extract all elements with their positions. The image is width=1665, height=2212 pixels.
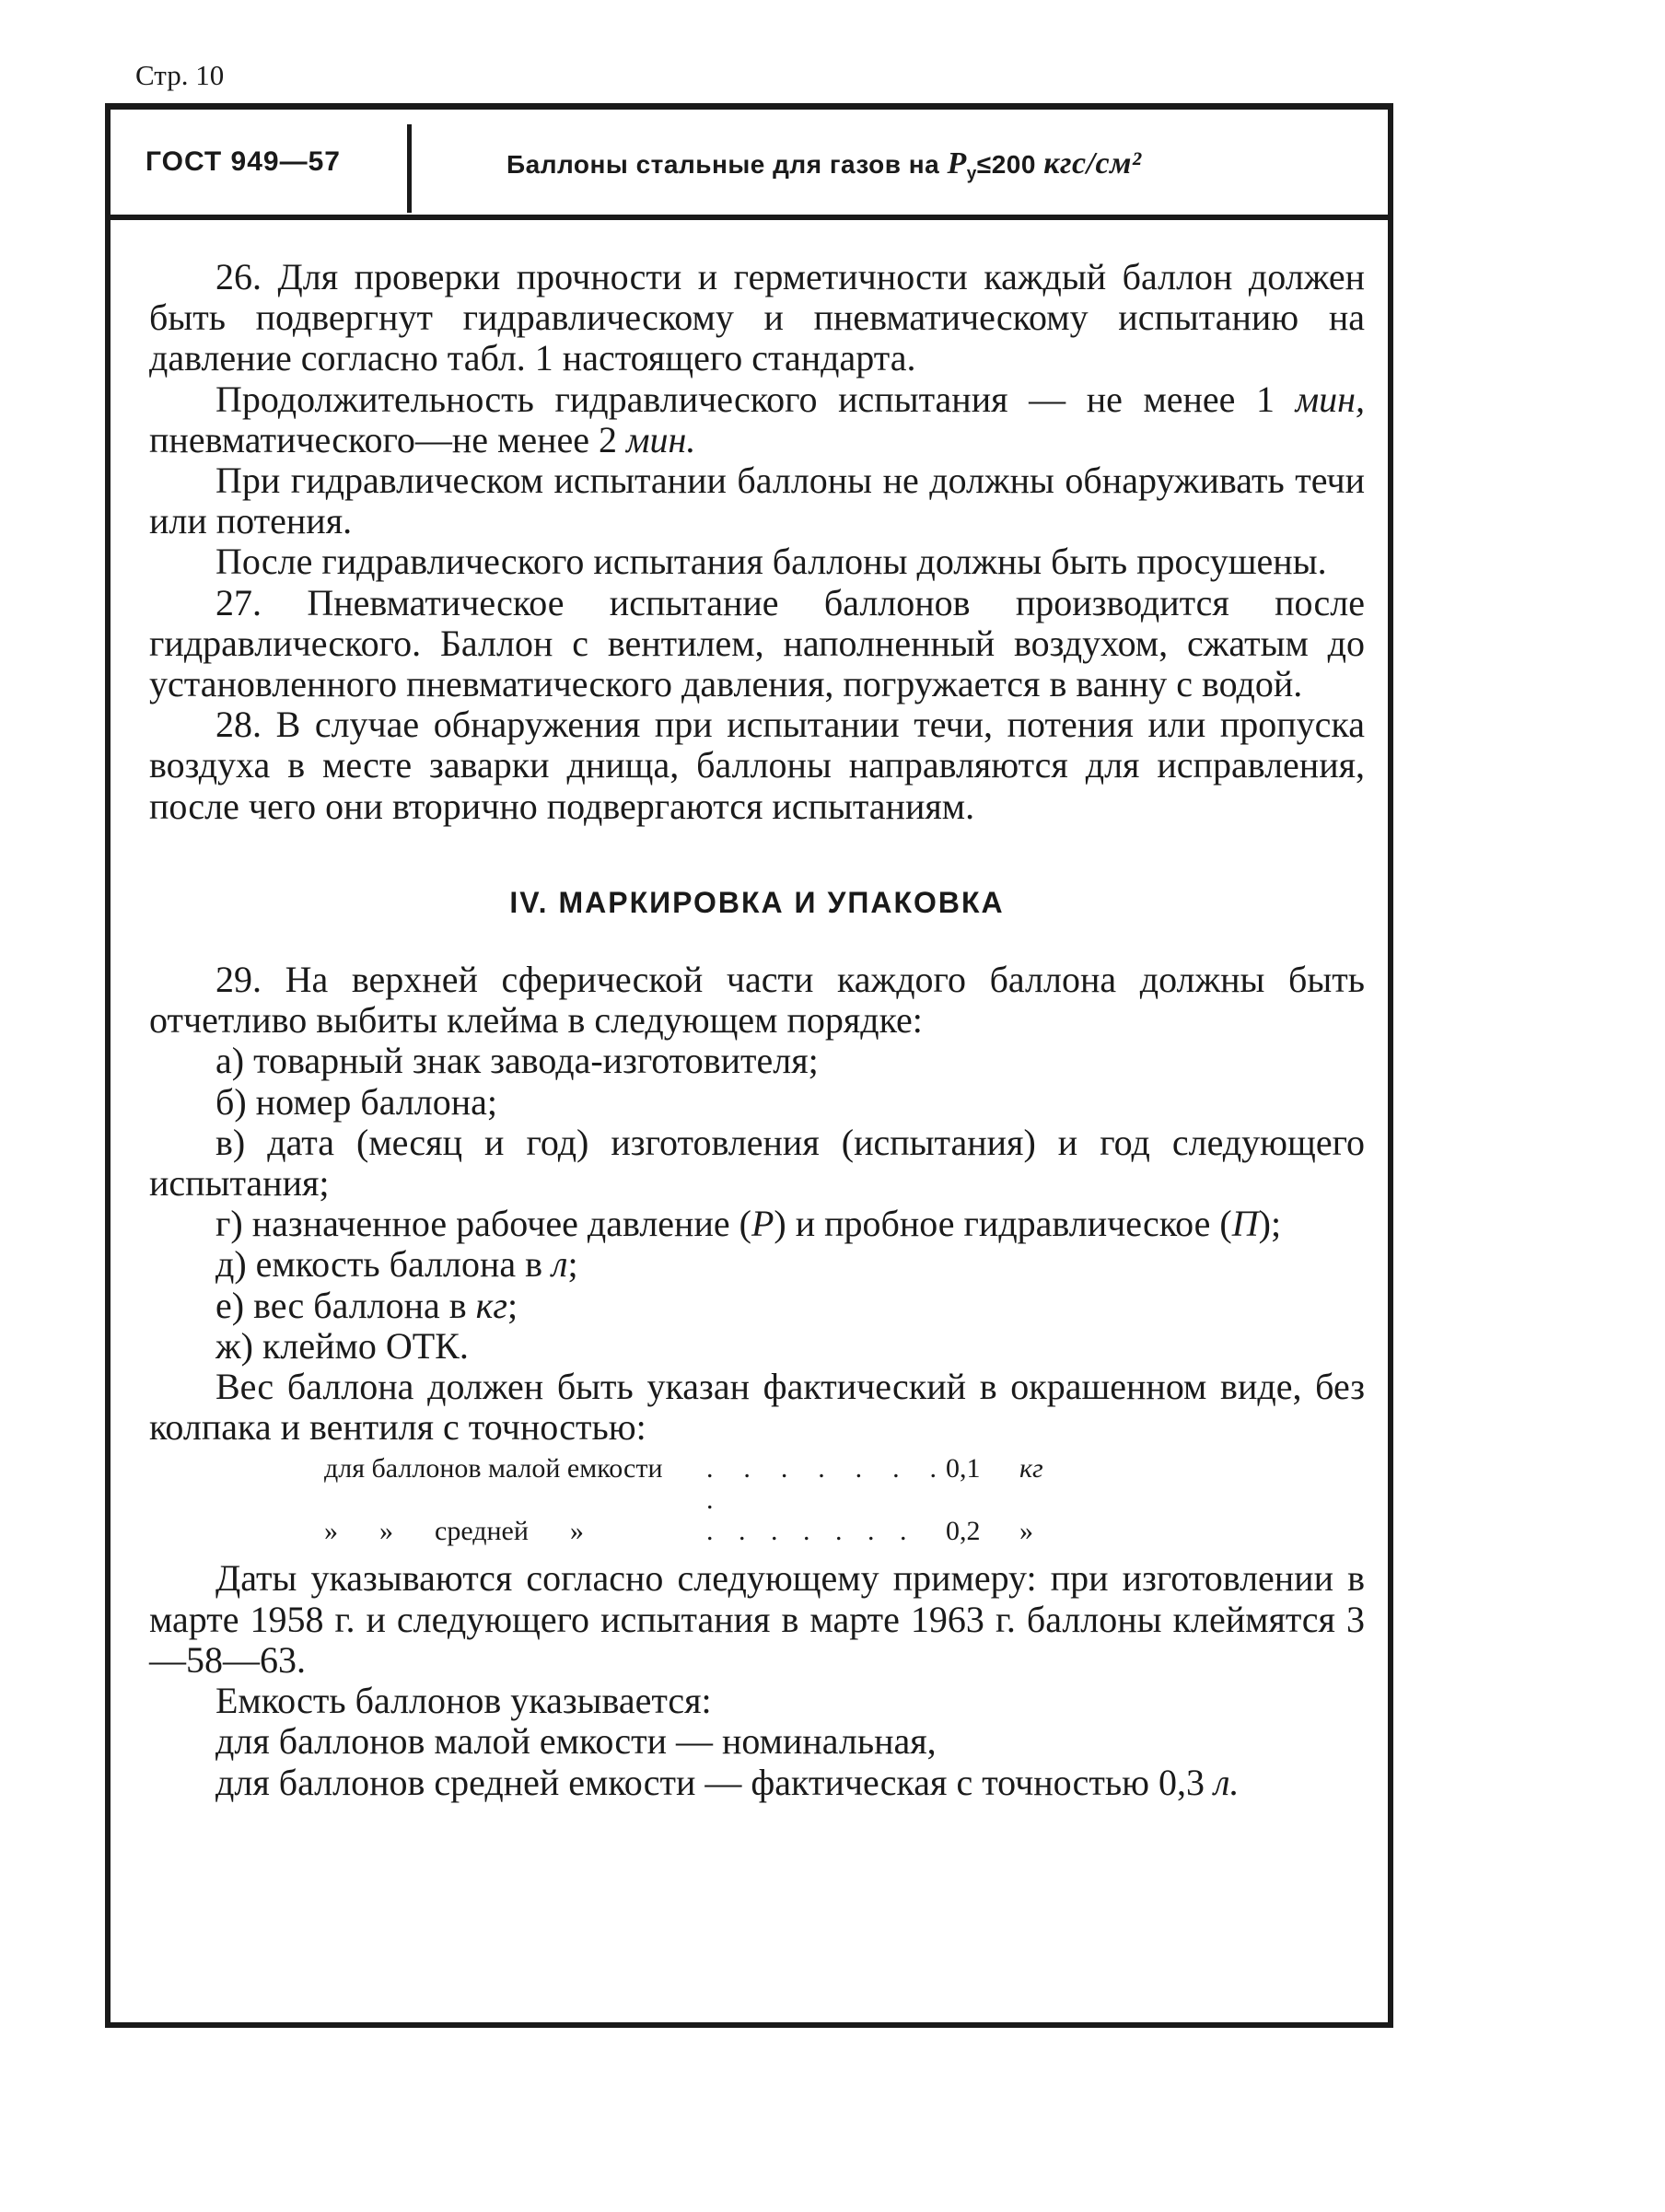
paragraph-26-duration: Продолжительность гидравлического испытания — не менее 1 мин, пневматического—не менее 2 мин. bbox=[149, 378, 1365, 460]
standard-code: ГОСТ 949—57 bbox=[146, 146, 341, 177]
capacity-intro: Емкость баллонов указывается: bbox=[215, 1680, 712, 1722]
standard-title: Баллоны стальные для газов на $P_у\le 200$ кгс/см² bbox=[506, 146, 1142, 184]
list-item-v: в) дата (месяц и год) изготовления (испытания) и год следующего испытания; bbox=[149, 1121, 1365, 1205]
table-row: » » средней » . . . . . . . 0,2 » bbox=[324, 1516, 1033, 1547]
paragraph-27: 27. Пневматическое испытание баллонов производится после гидравлического. Баллон с вентилем, наполненный воздухом, сжатым до установленного пневматического давления, погружается в ванну с водой. bbox=[149, 581, 1365, 705]
paragraph-26-drying: После гидравлического испытания баллоны должны быть просушены. bbox=[215, 541, 1327, 583]
list-item-g: г) назначенное рабочее давление (Р) и пробное гидравлическое (П); bbox=[215, 1203, 1282, 1245]
table-row: для баллонов малой емкости . . . . . . . . 0,1 кг bbox=[324, 1453, 1043, 1516]
document-header bbox=[111, 110, 1388, 220]
paragraph-28: 28. В случае обнаружения при испытании течи, потения или пропуска воздуха в месте заварки днища, баллоны направляются для исправления, после чего они вторично подвергаются испытаниям. bbox=[149, 704, 1365, 827]
accuracy-table bbox=[149, 1453, 1365, 1547]
list-item-b: б) номер баллона; bbox=[215, 1080, 498, 1123]
paragraph-29: 29. На верхней сферической части каждого баллона должны быть отчетливо выбиты клейма в следующем порядке: bbox=[149, 959, 1365, 1042]
list-item-d: д) емкость баллона в л; bbox=[215, 1243, 578, 1286]
header-separator bbox=[407, 124, 412, 213]
page-number: Стр. 10 bbox=[135, 59, 225, 91]
document-frame bbox=[105, 103, 1393, 2028]
section-heading: IV. МАРКИРОВКА И УПАКОВКА bbox=[509, 885, 1005, 919]
document-body bbox=[149, 257, 1365, 1803]
capacity-medium: для баллонов средней емкости — фактическая с точностью 0,3 л. bbox=[215, 1761, 1240, 1803]
dates-note: Даты указываются согласно следующему примеру: при изготовлении в марте 1958 г. и следующего испытания в марте 1963 г. баллоны клеймятся 3—58—63. bbox=[149, 1557, 1365, 1681]
list-item-a: а) товарный знак завода-изготовителя; bbox=[215, 1040, 819, 1082]
paragraph-26: 26. Для проверки прочности и герметичности каждый баллон должен быть подвергнут гидравлическому и пневматическому испытанию на давление согласно табл. 1 настоящего стандарта. bbox=[149, 256, 1365, 379]
list-item-zh: ж) клеймо ОТК. bbox=[215, 1324, 469, 1367]
weight-note: Вес баллона должен быть указан фактический в окрашенном виде, без колпака и вентиля с точностью: bbox=[149, 1366, 1365, 1449]
list-item-e: е) вес баллона в кг; bbox=[215, 1284, 518, 1326]
capacity-small: для баллонов малой емкости — номинальная, bbox=[215, 1720, 937, 1763]
paragraph-26-leaks: При гидравлическом испытании баллоны не должны обнаруживать течи или потения. bbox=[149, 460, 1365, 542]
